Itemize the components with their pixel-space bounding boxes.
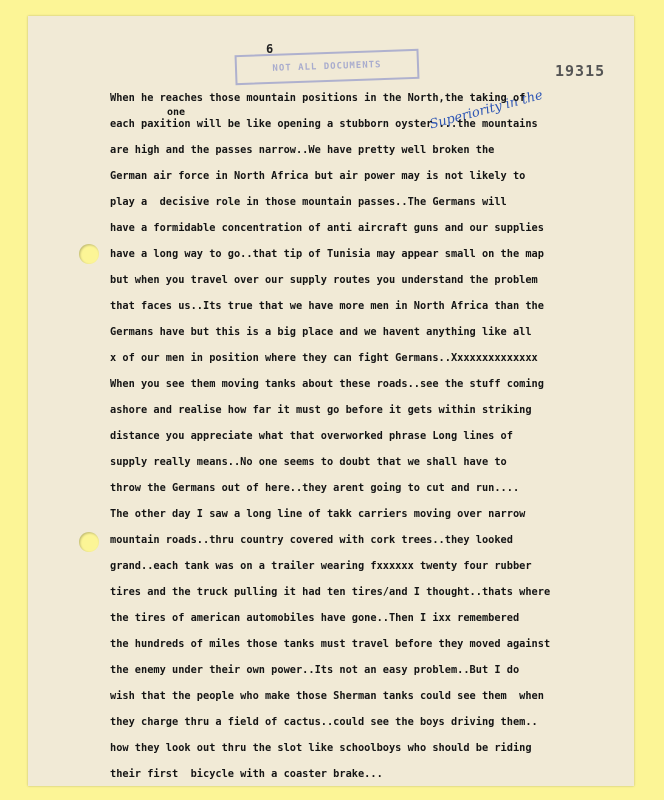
punch-hole [79,244,99,264]
text-line: grand..each tank was on a trailer wearing fxxxxxx twenty four rubber [110,560,532,572]
text-line: ashore and realise how far it must go before it gets within striking [110,404,532,416]
text-line: The other day I saw a long line of takk carriers moving over narrow [110,508,526,520]
text-line: mountain roads..thru country covered with cork trees..they looked [110,534,513,546]
text-line: how they look out thru the slot like schoolboys who should be riding [110,742,532,754]
text-line: When you see them moving tanks about these roads..see the stuff coming [110,378,544,390]
text-line: tires and the truck pulling it had ten tires/and I thought..thats where [110,586,551,598]
page-number: 6 [266,42,274,56]
text-line: the hundreds of miles those tanks must travel before they moved against [110,638,551,650]
text-line: Germans have but this is a big place and we havent anything like all [110,326,532,338]
text-line: supply really means..No one seems to doubt that we shall have to [110,456,507,468]
text-line: are high and the passes narrow..We have pretty well broken the [110,144,495,156]
text-line: the tires of american automobiles have gone..Then I ixx remembered [110,612,520,624]
text-line: play a decisive role in those mountain passes..The Germans will [110,196,507,208]
text-line: have a long way to go..that tip of Tunisia may appear small on the map [110,248,544,260]
text-line: their first bicycle with a coaster brake... [110,768,383,780]
document-id: 19315 [555,62,606,80]
text-line: the enemy under their own power..Its not an easy problem..But I do [110,664,520,676]
text-line: but when you travel over our supply routes you understand the problem [110,274,538,286]
handwritten-annotation: Superiority in the [428,87,545,133]
text-line: When he reaches those mountain positions in the North,the taking of [110,92,526,104]
punch-hole [79,532,99,552]
document-page [28,16,634,786]
text-line: x of our men in position where they can fight Germans..Xxxxxxxxxxxxxx [110,352,538,364]
interline-insert: one [167,107,186,118]
text-line: wish that the people who make those Sherman tanks could see them when [110,690,544,702]
text-line: they charge thru a field of cactus..could see the boys driving them.. [110,716,538,728]
text-line: throw the Germans out of here..they arent going to cut and run.... [110,482,520,494]
text-line: have a formidable concentration of anti aircraft guns and our supplies [110,222,544,234]
text-line: each paxition will be like opening a stubborn oyster ...the mountains [110,118,538,130]
text-line: German air force in North Africa but air power may is not likely to [110,170,526,182]
text-line: that faces us..Its true that we have more men in North Africa than the [110,300,544,312]
archive-stamp: NOT ALL DOCUMENTS [235,49,420,85]
text-line: distance you appreciate what that overworked phrase Long lines of [110,430,513,442]
